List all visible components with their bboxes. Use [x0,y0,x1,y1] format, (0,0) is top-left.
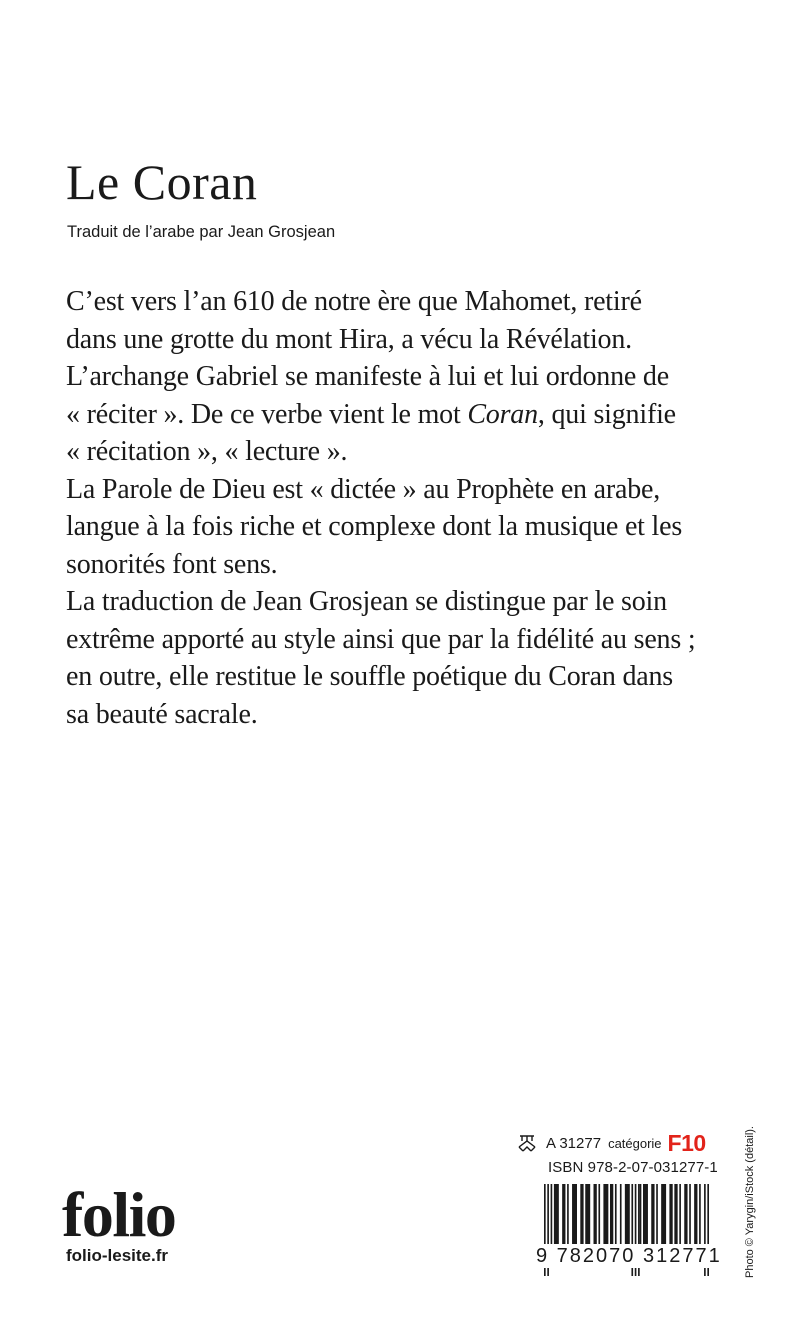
barcode-bar [610,1184,613,1244]
blurb-text: « réciter ». De ce verbe vient le mot [66,398,468,430]
blurb-line: La Parole de Dieu est « dictée » au Prophète en arabe, [66,473,661,505]
barcode-bar [689,1184,691,1244]
blurb-line: extrême apporté au style ainsi que par la fidélité au sens ; [66,623,696,655]
book-title: Le Coran [66,154,258,210]
barcode-bar [656,1184,658,1244]
barcode-bar [551,1184,553,1244]
barcode-bar [567,1184,569,1244]
barcode-bar [615,1184,617,1244]
publisher-website: folio-lesite.fr [66,1246,169,1265]
blurb-line: « récitation », « lecture ». [66,436,348,467]
category-label: catégorie [608,1135,662,1151]
category-code: F10 [667,1129,706,1156]
isbn: ISBN 978-2-07-031277-1 [548,1159,718,1176]
barcode-bar [554,1184,559,1244]
barcode-bar [699,1184,701,1244]
barcode-bar [620,1184,622,1244]
barcode-bar [661,1184,666,1244]
blurb-line: La traduction de Jean Grosjean se distingue par le soin [66,586,667,617]
blurb-line: sa beauté sacrale. [66,698,258,730]
barcode-digits: 9 782070 312771 [536,1245,722,1267]
barcode-bar [694,1184,697,1244]
barcode-bar [585,1184,590,1244]
barcode-bar [684,1184,687,1244]
blurb-paragraph-1 [66,283,746,471]
barcode-bar [640,1184,642,1244]
barcode-bar [643,1184,648,1244]
blurb-paragraph-3 [66,583,746,733]
blurb-line [66,396,746,434]
barcode-bar [625,1184,630,1244]
blurb-line: dans une grotte du mont Hira, a vécu la Révélation. [66,323,632,355]
barcode-bar [598,1184,600,1244]
photo-credit: Photo © Yarygin/iStock (détail). [744,1126,756,1278]
barcode-bar [572,1184,577,1244]
blurb-text: , qui signifie [537,398,676,430]
catalog-row [517,1130,706,1156]
catalog-ref: A 31277 [546,1134,602,1152]
blurb-emphasis: Coran [467,398,538,430]
barcode-bar [580,1184,583,1244]
translator-credit: Traduit de l’arabe par Jean Grosjean [67,223,336,241]
back-cover-blurb [66,283,746,733]
barcode-bar [562,1184,565,1244]
barcode-bar [674,1184,677,1244]
barcode-bar [679,1184,681,1244]
blurb-line: L’archange Gabriel se manifeste à lui et lui ordonne de [66,361,669,392]
blurb-line: C’est vers l’an 610 de notre ère que Mahomet, retiré [66,286,642,317]
blurb-line: langue à la fois riche et complexe dont la musique et les [66,511,683,542]
barcode-bar [603,1184,608,1244]
publisher-logo: folio [62,1179,176,1250]
blurb-paragraph-2 [66,471,746,584]
barcode-bar [594,1184,597,1244]
barcode-bar [651,1184,654,1244]
blurb-line: sonorités font sens. [66,548,278,580]
folio-arch-logo-icon [517,1133,537,1153]
barcode-bar [669,1184,672,1244]
blurb-line: en outre, elle restitue le souffle poétique du Coran dans [66,661,674,692]
